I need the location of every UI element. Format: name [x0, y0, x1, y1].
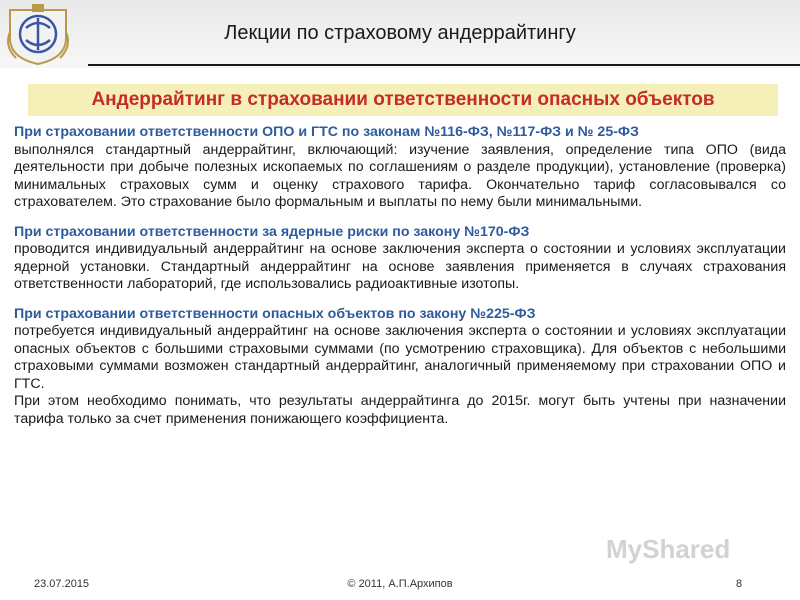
slide-header	[0, 0, 800, 68]
spacer	[14, 212, 786, 224]
page-number: 8	[736, 578, 743, 590]
section-heading-hazardous: При страховании ответственности опасных объектов по закону №225-ФЗ	[14, 305, 536, 322]
slide-content	[14, 124, 786, 428]
section-body-nuclear: проводится индивидуальный андеррайтинг на основе заключения эксперта о состоянии и условиях эксплуатации ядерной установки. Стандартный андеррайтинг на основе заявления применяется в случаях страхования ответственности лабораторий, где использовались радиоактивные изотопы.	[14, 241, 786, 292]
slide-footer	[0, 578, 800, 594]
section-heading-opo: При страховании ответственности ОПО и ГТС по законам №116-ФЗ, №117-ФЗ и № 25-ФЗ	[14, 124, 639, 140]
footer-copyright: © 2011, А.П.Архипов	[347, 578, 453, 590]
lecture-series-title: Лекции по страховому андеррайтингу	[224, 22, 576, 44]
closing-paragraph: При этом необходимо понимать, что результаты андеррайтинга до 2015г. могут быть учтены при назначении тарифа только за счет применения понижающего коэффициента.	[14, 393, 786, 427]
slide-title: Андеррайтинг в страховании ответственности опасных объектов	[28, 84, 778, 116]
section-body-opo: выполнялся стандартный андеррайтинг, включающий: изучение заявления, определение типа ОПО (вида деятельности при добыче полезных ископаемых по соглашениям о разделе продукции), установление (проверка) минимальных страховых сумм и оценку страхового тарифа. Окончательно тариф согласовывался со страхователем. Это страхование было формальным и выплаты по нему были минимальными.	[14, 141, 786, 210]
section-body-hazardous: потребуется индивидуальный андеррайтинг на основе заключения эксперта о состоянии и условиях эксплуатации опасных объектов с большими страховыми суммами (по усмотрению страховщика). Для объектов с небольшими страховыми суммами возможен стандартный андеррайтинг, аналогичный применяемому при страховании ОПО и ГТС.	[14, 323, 786, 392]
spacer	[14, 294, 786, 306]
section-heading-nuclear: При страховании ответственности за ядерные риски по закону №170-ФЗ	[14, 223, 530, 240]
watermark: MyShared	[606, 534, 731, 564]
footer-date: 23.07.2015	[34, 578, 90, 590]
header-divider	[88, 64, 800, 66]
